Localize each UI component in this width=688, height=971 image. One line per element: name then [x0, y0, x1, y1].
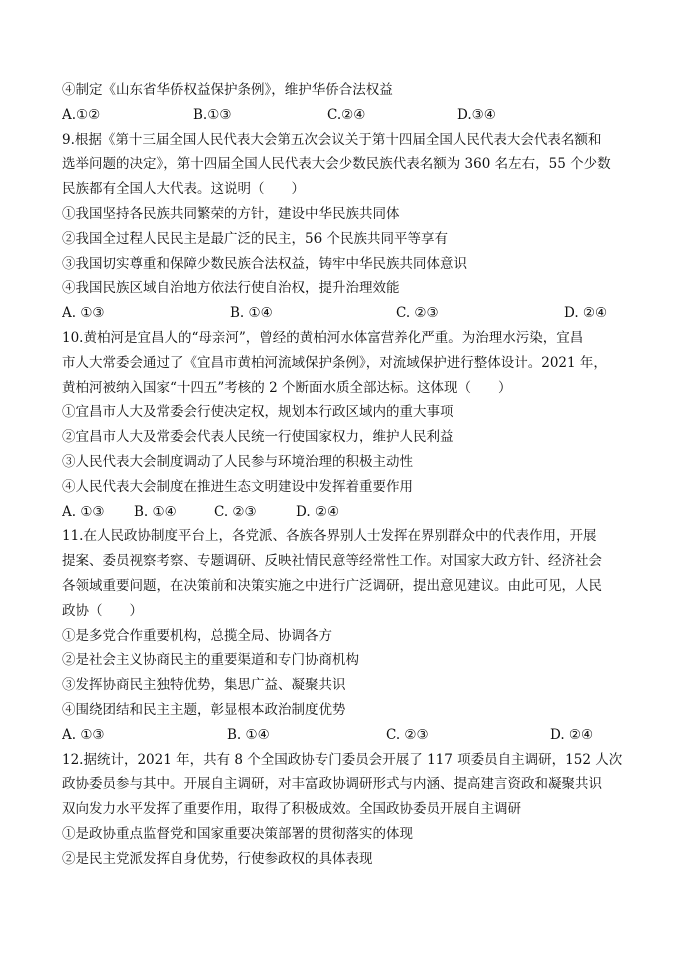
q11-stem-line-2: 提案、委员视察考察、专题调研、反映社情民意等经常性工作。对国家大政方针、经济社会 — [62, 553, 602, 570]
q9-choice-4: ④我国民族区域自治地方依法行使自治权，提升治理效能 — [62, 280, 400, 297]
q10-choice-2: ②宜昌市人大及常委会代表人民统一行使国家权力，维护人民利益 — [62, 429, 454, 446]
q9-option-c: C. ②③ — [396, 305, 439, 322]
q10-stem-line-2: 市人大常委会通过了《宜昌市黄柏河流域保护条例》，对流域保护进行整体设计。2021 年， — [62, 354, 607, 371]
q9-option-a: A. ①③ — [62, 305, 105, 322]
q11-option-d: D. ②④ — [550, 726, 594, 743]
q11-stem-line-3: 各领域重要问题，在决策前和决策实施之中进行广泛调研，提出意见建议。由此可见，人民 — [62, 577, 602, 594]
q8-options — [62, 103, 634, 128]
q8-option-c: C.②④ — [327, 106, 366, 123]
q9-stem-line-3: 民族都有全国人大代表。这说明（ ） — [62, 181, 305, 198]
q10-choice-4: ④人民代表大会制度在推进生态文明建设中发挥着重要作用 — [62, 478, 413, 495]
q11-stem-line-1: 11.在人民政协制度平台上，各党派、各族各界别人士发挥在界别群众中的代表作用，开展 — [62, 528, 597, 545]
exam-page — [62, 78, 634, 872]
q11-stem-line-4: 政协（ ） — [62, 602, 143, 619]
q9-choice-3: ③我国切实尊重和保障少数民族合法权益，铸牢中华民族共同体意识 — [62, 255, 467, 272]
q9-choice-2: ②我国全过程人民民主是最广泛的民主，56 个民族共同平等享有 — [62, 230, 448, 247]
q9-stem-line-1: 9.根据《第十三届全国人民代表大会第五次会议关于第十四届全国人民代表大会代表名额和 — [62, 131, 602, 148]
q11-choice-3: ③发挥协商民主独特优势，集思广益、凝聚共识 — [62, 677, 346, 694]
q11-option-b: B. ①④ — [227, 726, 270, 743]
q9-choice-1: ①我国坚持各民族共同繁荣的方针，建设中华民族共同体 — [62, 205, 400, 222]
q8-option-d: D.③④ — [457, 106, 496, 123]
q8-option-a: A.①② — [62, 106, 101, 123]
q12-choice-1: ①是政协重点监督党和国家重要决策部署的贯彻落实的体现 — [62, 825, 413, 842]
q10-stem-line-3: 黄柏河被纳入国家“十四五”考核的 2 个断面水质全部达标。这体现（ ） — [62, 379, 512, 396]
q12-stem-line-1: 12.据统计，2021 年，共有 8 个全国政协专门委员会开展了 117 项委员自主调研，152 人次 — [62, 751, 623, 768]
q10-stem-line-1: 10.黄柏河是宜昌人的“母亲河”，曾经的黄柏河水体富营养化严重。为治理水污染，宜昌 — [62, 329, 584, 346]
q10-option-c: C. ②③ — [214, 503, 257, 520]
q9-options — [62, 301, 634, 326]
q9-option-d: D. ②④ — [564, 305, 608, 322]
q12-stem-line-2: 政协委员参与其中。开展自主调研，对丰富政协调研形式与内涵、提高建言资政和凝聚共识 — [62, 776, 602, 793]
q8-choice-4: ④制定《山东省华侨权益保护条例》，维护华侨合法权益 — [62, 82, 393, 98]
q9-option-b: B. ①④ — [230, 305, 273, 322]
q8-option-b: B.①③ — [193, 106, 232, 123]
q10-option-a: A. ①③ — [62, 503, 105, 520]
q10-options — [62, 500, 634, 525]
q10-choice-1: ①宜昌市人大及常委会行使决定权，规划本行政区域内的重大事项 — [62, 404, 454, 421]
q12-stem-line-3: 双向发力水平发挥了重要作用，取得了积极成效。全国政协委员开展自主调研 — [62, 801, 521, 818]
q9-stem-line-2: 选举问题的决定》，第十四届全国人民代表大会少数民族代表名额为 360 名左右，55 个少数 — [62, 156, 611, 173]
q12-choice-2: ②是民主党派发挥自身优势，行使参政权的具体表现 — [62, 850, 373, 867]
q11-option-a: A. ①③ — [62, 726, 105, 743]
q11-option-c: C. ②③ — [386, 726, 429, 743]
q10-option-d: D. ②④ — [296, 503, 340, 520]
q11-options — [62, 723, 634, 748]
q10-option-b: B. ①④ — [134, 503, 177, 520]
q11-choice-1: ①是多党合作重要机构，总揽全局、协调各方 — [62, 627, 332, 644]
q11-choice-4: ④围绕团结和民主主题，彰显根本政治制度优势 — [62, 701, 346, 718]
q10-choice-3: ③人民代表大会制度调动了人民参与环境治理的积极主动性 — [62, 453, 413, 470]
q11-choice-2: ②是社会主义协商民主的重要渠道和专门协商机构 — [62, 652, 359, 669]
